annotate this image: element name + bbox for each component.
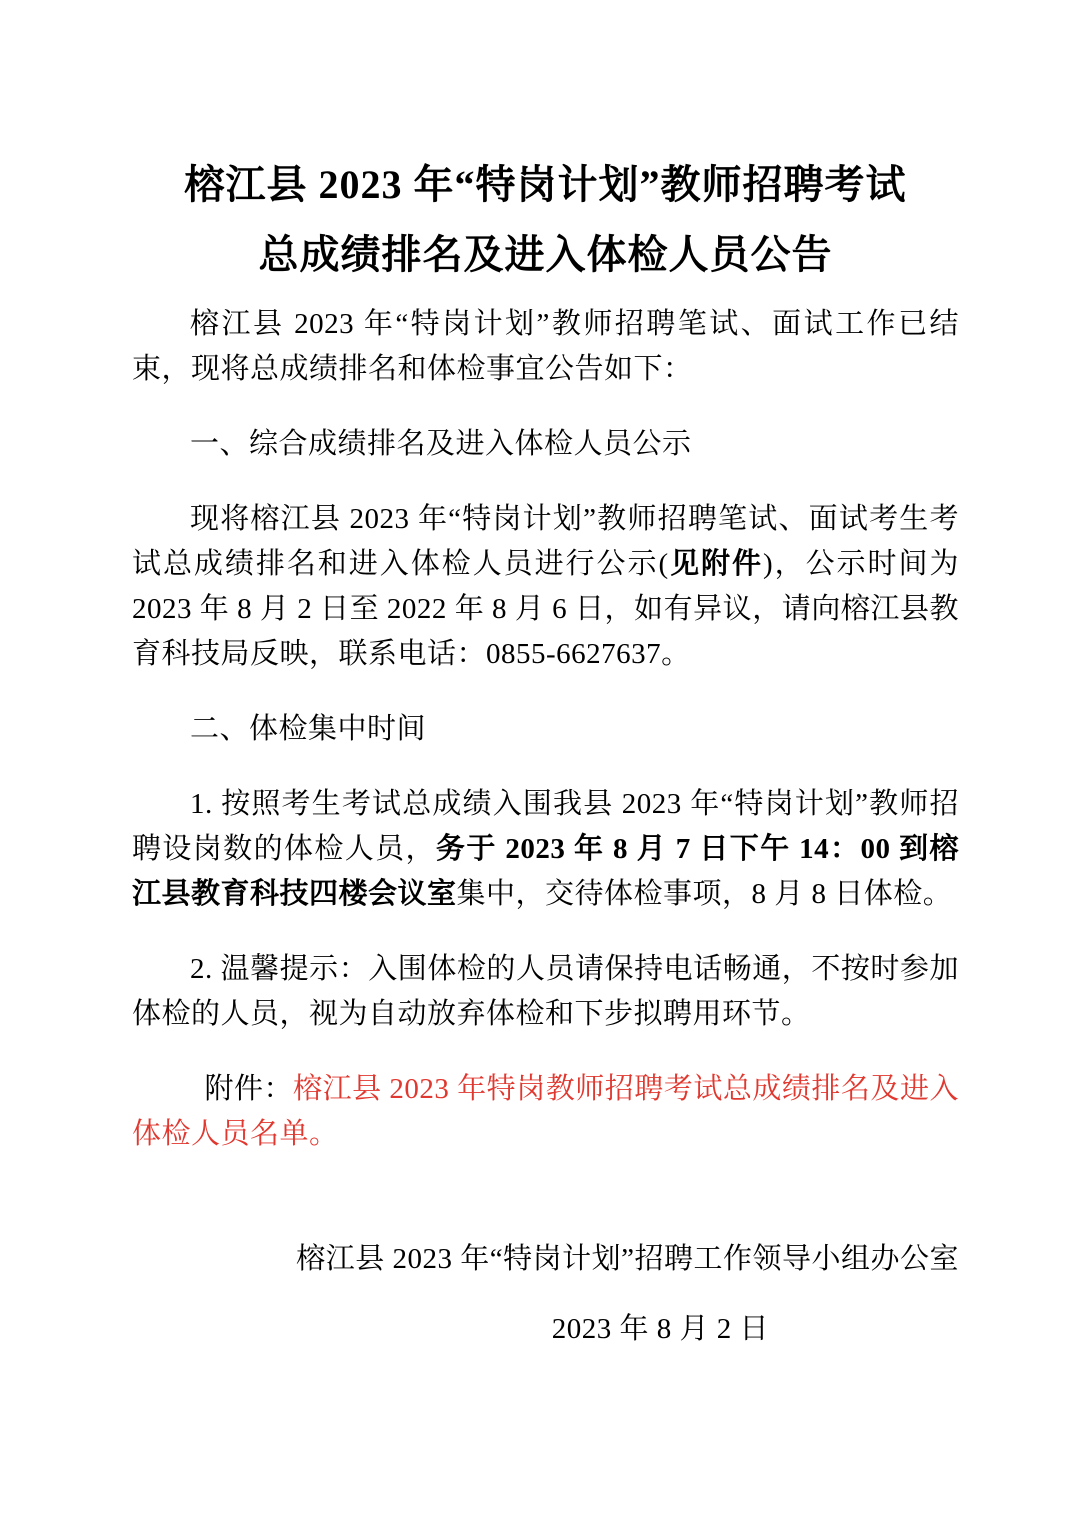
text-segment: 务于 2023 年 8 月 7 日下午 14：00 到榕江县教育科技四楼会议室 xyxy=(132,833,959,910)
signature-line: 榕江县 2023 年“特岗计划”招聘工作领导小组办公室 xyxy=(296,1243,959,1275)
paragraph xyxy=(132,782,959,917)
text-segment: 一、综合成绩排名及进入体检人员公示 xyxy=(190,428,692,460)
document-title xyxy=(132,150,959,290)
text-segment: 1. 按照考生考试总成绩入围我县 2023 年“特岗计划”教师招聘设岗数的体检人员， xyxy=(132,788,959,865)
date-line: 2023 年 8 月 2 日 xyxy=(551,1313,769,1345)
text-segment: 见附件 xyxy=(668,548,763,580)
document-title-line1: 榕江县 2023 年“特岗计划”教师招聘考试 xyxy=(184,162,907,207)
attachment-name-red-text: 榕江县 2023 年特岗教师招聘考试总成绩排名及进入体检人员名单。 xyxy=(132,1073,959,1150)
text-segment: 现将榕江县 2023 年“特岗计划”教师招聘笔试、面试考生考试总成绩排名和进入体检人员进行公示( xyxy=(132,503,959,580)
text-segment: )，公示时间为 2023 年 8 月 2 日至 2022 年 8 月 6 日，如有异议，请向榕江县教育科技局反映，联系电话：0855-6627637。 xyxy=(132,548,959,670)
paragraph xyxy=(132,1067,959,1157)
text-segment: 二、体检集中时间 xyxy=(190,713,427,745)
text-segment: 2. 温馨提示：入围体检的人员请保持电话畅通，不按时参加体检的人员，视为自动放弃体检和下步拟聘用环节。 xyxy=(132,953,959,1030)
document-footer xyxy=(132,1237,959,1352)
section-heading xyxy=(132,422,959,467)
paragraph xyxy=(132,497,959,677)
paragraph xyxy=(132,302,959,392)
text-segment: 附件： xyxy=(204,1073,294,1105)
section-heading xyxy=(132,707,959,752)
document-title-line2: 总成绩排名及进入体检人员公告 xyxy=(258,232,833,277)
document-body xyxy=(132,302,959,1157)
paragraph xyxy=(132,947,959,1037)
text-segment: 榕江县 2023 年“特岗计划”教师招聘笔试、面试工作已结束，现将总成绩排名和体检事宜公告如下： xyxy=(132,308,959,385)
text-segment: 集中，交待体检事项，8 月 8 日体检。 xyxy=(456,878,953,910)
